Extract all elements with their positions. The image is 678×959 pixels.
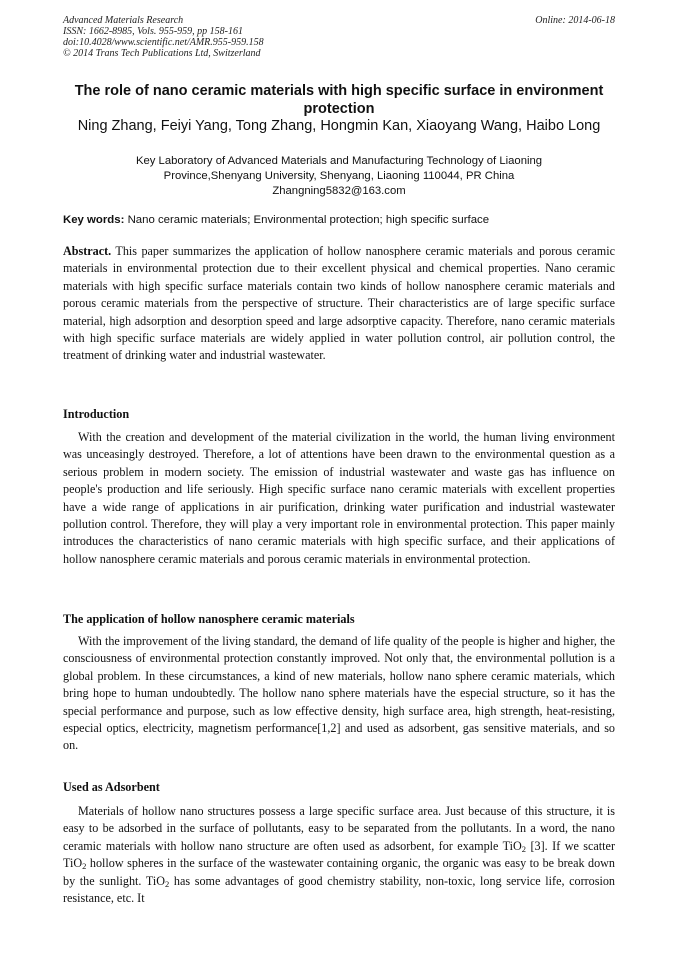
affiliation-line-1: Key Laboratory of Advanced Materials and Manufacturing Technology of Liaoning — [135, 155, 543, 167]
adsorbent-text-b: [3]. If we scatter TiO — [63, 838, 615, 871]
author-email[interactable]: Zhangning5832@163.com — [272, 185, 406, 197]
hollow-nanosphere-paragraph: With the improvement of the living standard, the demand of life quality of the people is higher and higher, the consciousness of environmental protection constantly improved. Not only that, the environmental pollution is a global problem. In these circumstances, a kind of new materials, hollow nano sphere ceramic materials, which bring hope to human undoubtedly. The hollow nano sphere materials have the especial structure, so it has the special performance and purpose, such as low effective density, high surface area, high strength, heat-resisting, especial optics, electricity, magnetism performance[1,2] and used as adsorbent, gas sensitive materials, and so on. — [63, 634, 615, 753]
journal-header — [63, 15, 615, 59]
authors: Ning Zhang, Feiyi Yang, Tong Zhang, Hongmin Kan, Xiaoyang Wang, Haibo Long — [77, 118, 601, 134]
paper-title: The role of nano ceramic materials with high specific surface in environment protection — [74, 83, 604, 117]
journal-name: Advanced Materials Research — [63, 15, 184, 26]
adsorbent-text-d: has some advantages of good chemistry stability, non-toxic, long service life, corrosion resistance, etc. It — [63, 873, 615, 906]
section-heading-introduction: Introduction — [63, 407, 130, 421]
abstract-text: This paper summarizes the application of hollow nanosphere ceramic materials and porous ceramic materials in environmental protection due to their excellent physical and chemical properties. Nano ceramic materials with high specific surface materials contain two kinds of hollow nanosphere ceramic materials and porous ceramic materials from the perspective of structure. Their characteristics are of large specific surface material, high adsorption and desorption speed and large adsorptive capacity. Therefore, nano ceramic materials with high specific surface materials are widely applied in water pollution control, air pollution control, the treatment of drinking water and industrial wastewater. — [63, 244, 615, 363]
copyright: © 2014 Trans Tech Publications Ltd, Switzerland — [63, 48, 261, 59]
keywords — [63, 213, 615, 228]
affiliation-line-2: Province,Shenyang University, Shenyang, Liaoning 110044, PR China — [163, 170, 515, 182]
online-date: Online: 2014-06-18 — [535, 15, 615, 26]
affiliation — [63, 154, 615, 199]
issn: ISSN: 1662-8985, Vols. 955-959, pp 158-161 — [63, 26, 243, 37]
subscript: 2 — [165, 878, 170, 889]
abstract-label: Abstract. — [63, 244, 112, 258]
section-heading-adsorbent: Used as Adsorbent — [63, 780, 160, 794]
introduction-paragraph: With the creation and development of the material civilization in the world, the human living environment was unceasingly destroyed. Therefore, a lot of attentions have been drawn to the environmental question as a serious problem in modern society. The emission of industrial wastewater and waste gas has influence on people's production and life seriously. High specific surface nano ceramic materials with excellent properties have a wide range of applications in air purification, drinking water purification and industrial wastewater pollution control. Therefore, they will play a very important role in environmental protection. This paper mainly introduces the characteristics of nano ceramic materials with high specific surface, and their applications of hollow nanosphere ceramic materials and porous ceramic materials in environmental protection. — [63, 430, 615, 566]
abstract — [63, 243, 615, 365]
adsorbent-text-a: Materials of hollow nano structures possess a large specific surface area. Just because of this structure, it is easy to be adsorbed in the surface of pollutants, easy to be separated from the pollutants. In a word, the nano ceramic materials with hollow nano structure are often used as adsorbent, for example TiO — [63, 804, 615, 853]
subscript: 2 — [521, 843, 527, 854]
adsorbent-paragraph — [63, 803, 615, 907]
keywords-text: Nano ceramic materials; Environmental protection; high specific surface — [124, 214, 490, 226]
doi: doi:10.4028/www.scientific.net/AMR.955-959.158 — [63, 37, 264, 48]
keywords-label: Key words: — [63, 214, 125, 226]
adsorbent-text-c: hollow spheres in the surface of the wastewater containing organic, the organic was easy to be break down by the sunlight. TiO — [63, 856, 615, 888]
section-heading-hollow-nanosphere: The application of hollow nanosphere ceramic materials — [63, 612, 355, 626]
subscript: 2 — [82, 861, 87, 872]
